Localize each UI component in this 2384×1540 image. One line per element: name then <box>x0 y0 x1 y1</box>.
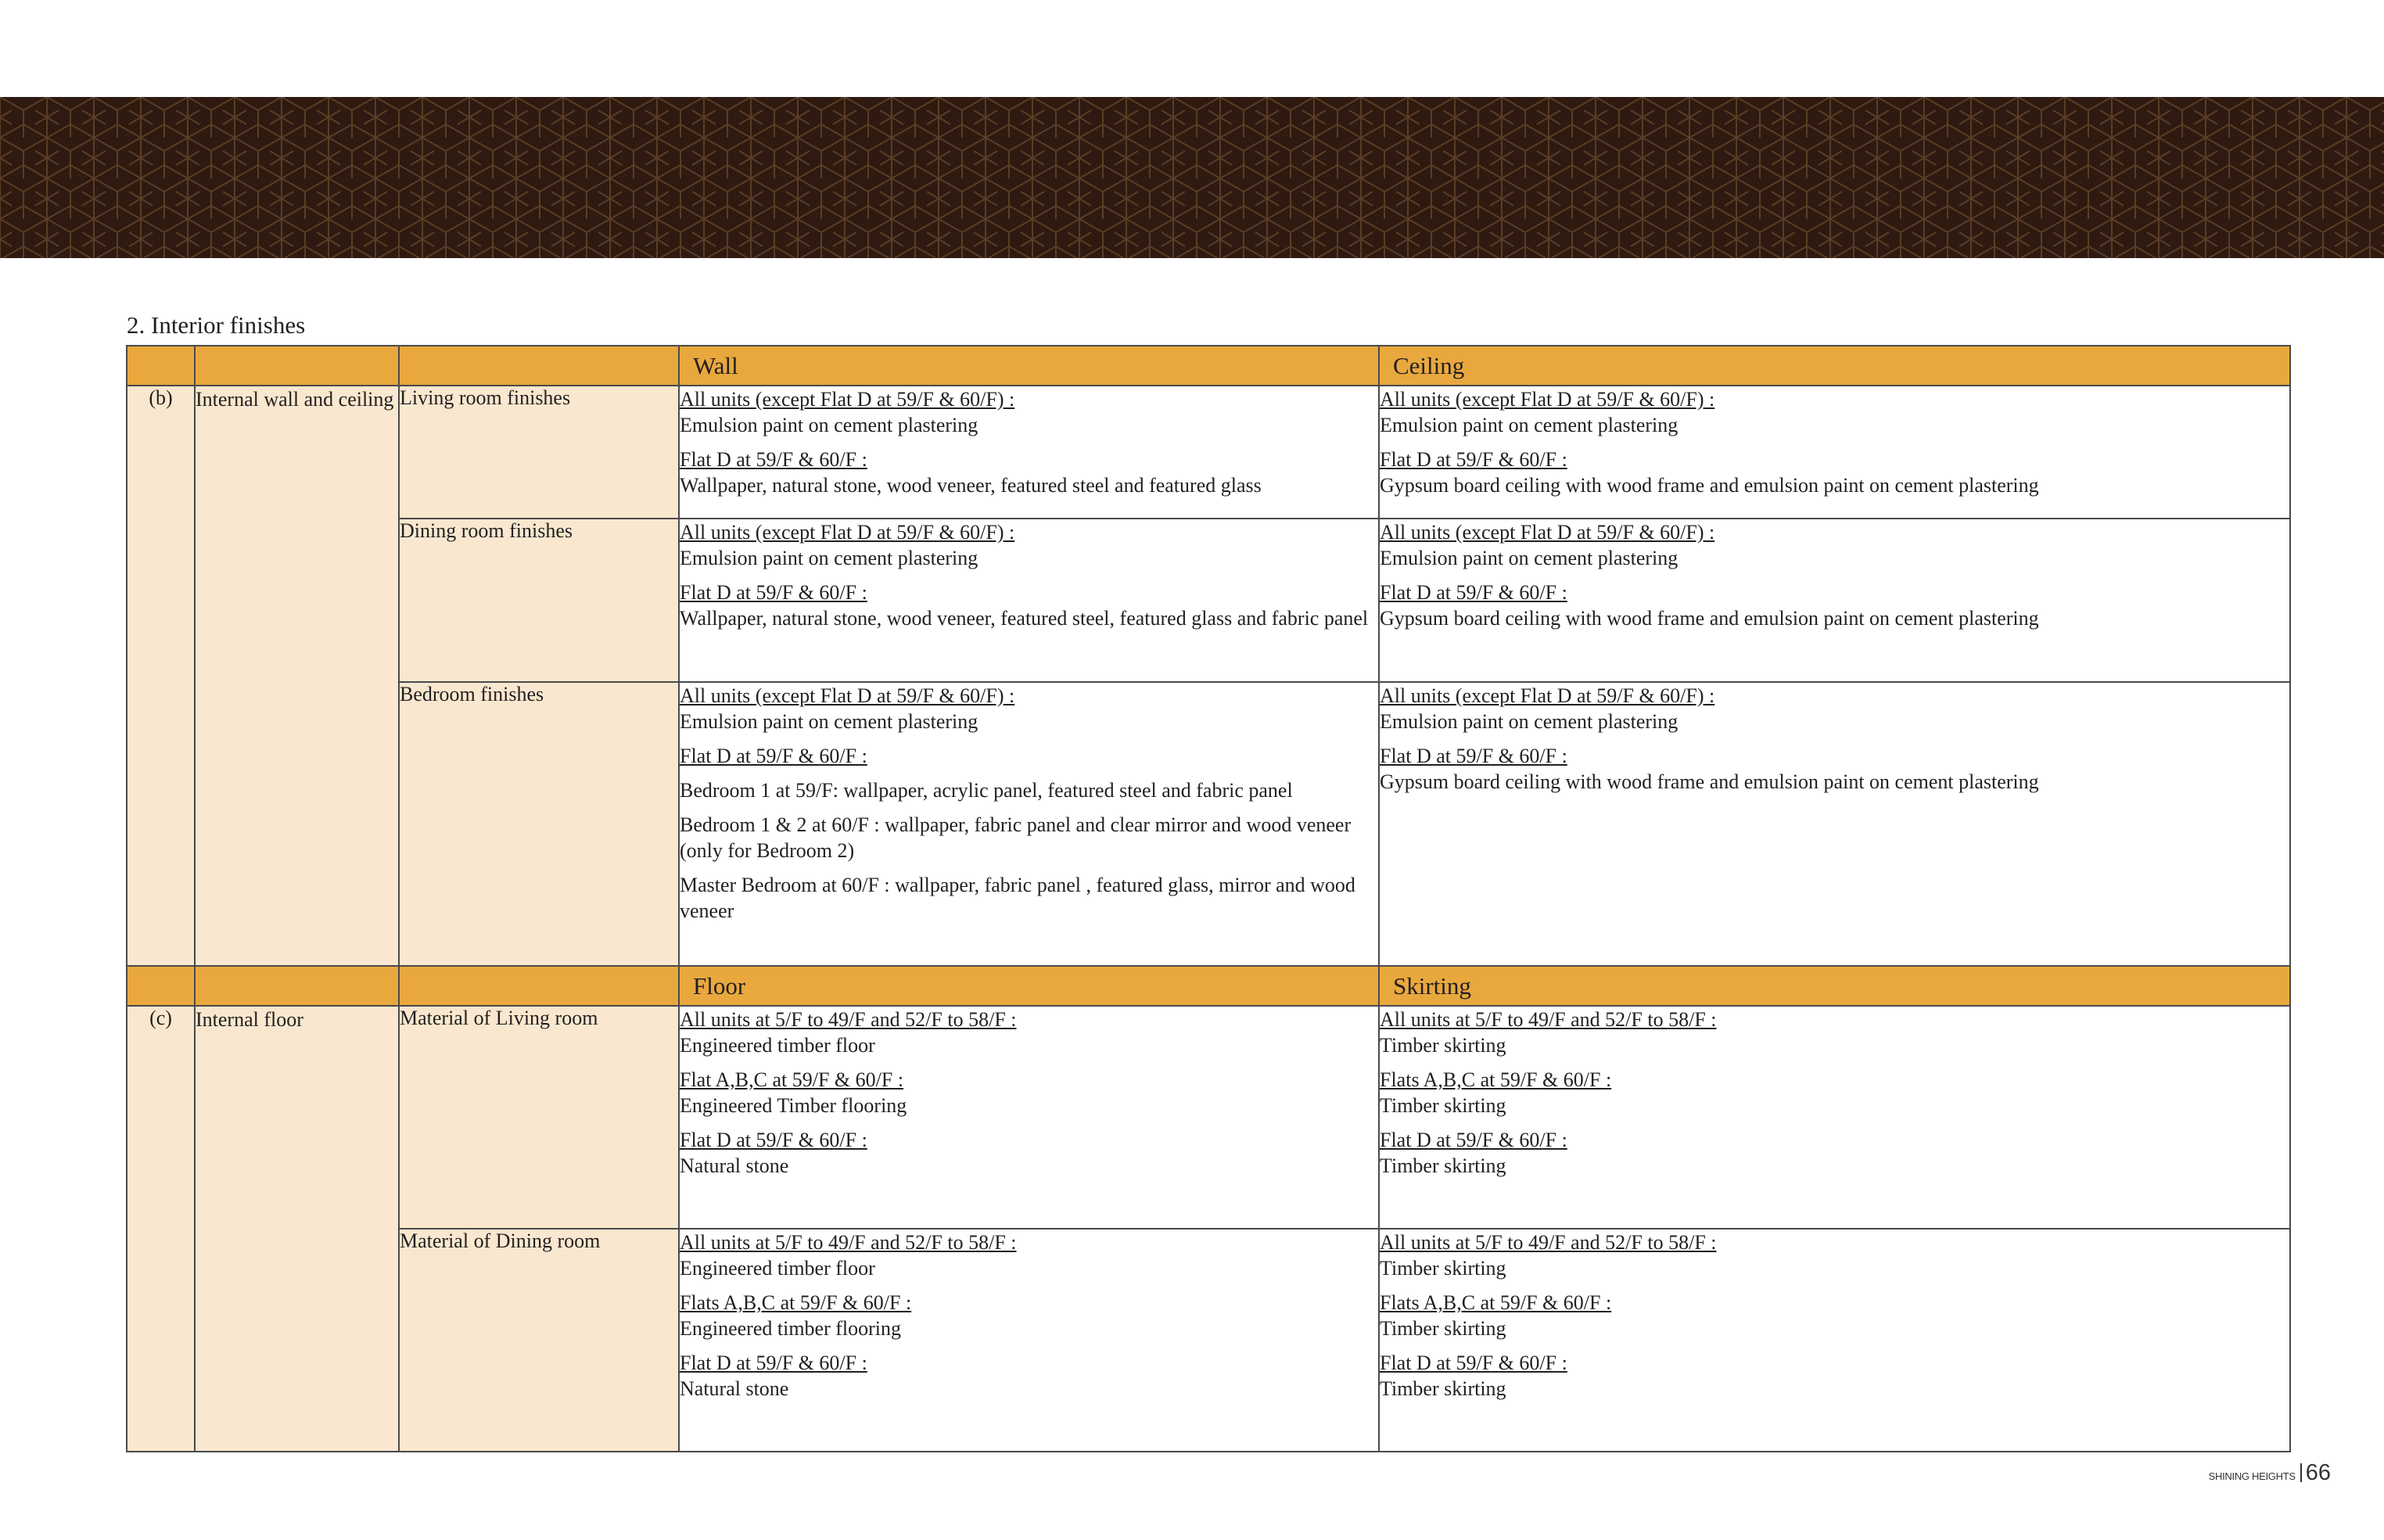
unit-heading: Flat D at 59/F & 60/F : <box>680 1352 867 1374</box>
unit-heading: Flats A,B,C at 59/F & 60/F : <box>1380 1291 1612 1314</box>
finish-text: Gypsum board ceiling with wood frame and emulsion paint on cement plastering <box>1380 770 2039 793</box>
column-header: Wall <box>679 346 1379 386</box>
spec-cell <box>679 386 1379 519</box>
spec-entry <box>680 1229 1378 1281</box>
spec-entry <box>680 386 1378 438</box>
table-row <box>127 1006 2290 1229</box>
spec-cell <box>1379 682 2290 966</box>
column-header: Floor <box>679 966 1379 1006</box>
unit-heading: All units (except Flat D at 59/F & 60/F) : <box>680 521 1015 544</box>
unit-heading: All units at 5/F to 49/F and 52/F to 58/F : <box>1380 1231 1717 1254</box>
finish-text: Timber skirting <box>1380 1034 1506 1057</box>
finish-text: Bedroom 1 & 2 at 60/F : wallpaper, fabric panel and clear mirror and wood veneer (only for Bedroom 2) <box>680 813 1352 862</box>
spec-entry <box>680 1007 1378 1058</box>
header-empty-cell <box>127 966 195 1006</box>
spec-cell <box>1379 386 2290 519</box>
finish-text: Master Bedroom at 60/F : wallpaper, fabric panel , featured glass, mirror and wood veneer <box>680 874 1355 922</box>
spec-entry <box>680 580 1378 631</box>
finish-text: Natural stone <box>680 1154 789 1177</box>
spec-entry <box>680 447 1378 498</box>
spec-entry <box>1380 1290 2289 1341</box>
spec-entry <box>680 812 1378 863</box>
table-row <box>127 386 2290 519</box>
finish-text: Emulsion paint on cement plastering <box>680 547 978 569</box>
spec-entry <box>680 743 1378 769</box>
table-row <box>127 1229 2290 1452</box>
spec-entry <box>680 1290 1378 1341</box>
unit-heading: All units (except Flat D at 59/F & 60/F) : <box>680 388 1015 411</box>
spec-entry <box>680 777 1378 803</box>
table-header-row <box>127 966 2290 1006</box>
spec-entry <box>1380 1067 2289 1118</box>
unit-heading: Flat A,B,C at 59/F & 60/F : <box>680 1068 904 1091</box>
spec-entry <box>1380 1229 2289 1281</box>
decorative-pattern-banner <box>0 97 2384 258</box>
spec-entry <box>1380 519 2289 571</box>
finish-text: Wallpaper, natural stone, wood veneer, featured steel, featured glass and fabric panel <box>680 607 1369 630</box>
section-title: 2. Interior finishes <box>127 311 306 339</box>
header-empty-cell <box>195 966 399 1006</box>
spec-cell <box>679 682 1379 966</box>
spec-entry <box>1380 447 2289 498</box>
row-label: Material of Living room <box>399 1006 679 1229</box>
finish-text: Timber skirting <box>1380 1094 1506 1117</box>
finish-text: Engineered timber flooring <box>680 1317 902 1340</box>
spec-entry <box>680 1067 1378 1118</box>
spec-cell <box>1379 519 2290 682</box>
footer-divider <box>2300 1463 2302 1482</box>
finish-text: Engineered timber floor <box>680 1257 875 1280</box>
finish-text: Bedroom 1 at 59/F: wallpaper, acrylic panel, featured steel and fabric panel <box>680 779 1293 802</box>
spec-cell <box>679 1006 1379 1229</box>
interior-finishes-table <box>126 345 2291 1452</box>
unit-heading: Flat D at 59/F & 60/F : <box>680 448 867 471</box>
unit-heading: All units at 5/F to 49/F and 52/F to 58/F : <box>680 1008 1017 1031</box>
unit-heading: Flat D at 59/F & 60/F : <box>1380 448 1567 471</box>
table-header-row <box>127 346 2290 386</box>
unit-heading: Flat D at 59/F & 60/F : <box>1380 1352 1567 1374</box>
spec-cell <box>1379 1006 2290 1229</box>
finish-text: Gypsum board ceiling with wood frame and emulsion paint on cement plastering <box>1380 474 2039 497</box>
section-code: (b) <box>127 386 195 966</box>
finish-text: Emulsion paint on cement plastering <box>680 710 978 733</box>
footer-brand: SHINING HEIGHTS <box>2208 1470 2296 1482</box>
unit-heading: Flats A,B,C at 59/F & 60/F : <box>680 1291 912 1314</box>
table-row <box>127 682 2290 966</box>
unit-heading: All units (except Flat D at 59/F & 60/F) : <box>1380 684 1715 707</box>
finish-text: Timber skirting <box>1380 1257 1506 1280</box>
unit-heading: All units (except Flat D at 59/F & 60/F) : <box>1380 388 1715 411</box>
spec-entry <box>1380 1350 2289 1402</box>
spec-entry <box>680 519 1378 571</box>
unit-heading: Flat D at 59/F & 60/F : <box>680 745 867 767</box>
header-empty-cell <box>399 346 679 386</box>
finish-text: Emulsion paint on cement plastering <box>680 414 978 436</box>
spec-cell <box>1379 1229 2290 1452</box>
row-label: Living room finishes <box>399 386 679 519</box>
unit-heading: Flat D at 59/F & 60/F : <box>1380 745 1567 767</box>
finish-text: Natural stone <box>680 1377 789 1400</box>
page-footer <box>2209 1460 2331 1486</box>
header-empty-cell <box>399 966 679 1006</box>
spec-entry <box>1380 743 2289 795</box>
spec-cell <box>679 519 1379 682</box>
unit-heading: All units at 5/F to 49/F and 52/F to 58/F : <box>1380 1008 1717 1031</box>
spec-entry <box>680 1350 1378 1402</box>
column-header: Ceiling <box>1379 346 2290 386</box>
spec-entry <box>1380 1127 2289 1179</box>
finish-text: Engineered timber floor <box>680 1034 875 1057</box>
section-area: Internal floor <box>195 1006 399 1452</box>
unit-heading: All units (except Flat D at 59/F & 60/F) : <box>1380 521 1715 544</box>
section-code: (c) <box>127 1006 195 1452</box>
row-label: Dining room finishes <box>399 519 679 682</box>
finish-text: Timber skirting <box>1380 1154 1506 1177</box>
finish-text: Timber skirting <box>1380 1317 1506 1340</box>
finish-text: Engineered Timber flooring <box>680 1094 907 1117</box>
page-number: 66 <box>2305 1460 2331 1485</box>
section-area: Internal wall and ceiling <box>195 386 399 966</box>
spec-entry <box>680 1127 1378 1179</box>
table-row <box>127 519 2290 682</box>
unit-heading: Flat D at 59/F & 60/F : <box>1380 1129 1567 1151</box>
finish-text: Gypsum board ceiling with wood frame and emulsion paint on cement plastering <box>1380 607 2039 630</box>
pattern-graphic <box>0 97 2384 258</box>
finish-text: Timber skirting <box>1380 1377 1506 1400</box>
finish-text: Emulsion paint on cement plastering <box>1380 414 1678 436</box>
finish-text: Emulsion paint on cement plastering <box>1380 710 1678 733</box>
row-label: Bedroom finishes <box>399 682 679 966</box>
header-empty-cell <box>195 346 399 386</box>
unit-heading: Flat D at 59/F & 60/F : <box>680 581 867 604</box>
spec-entry <box>1380 1007 2289 1058</box>
unit-heading: All units (except Flat D at 59/F & 60/F) : <box>680 684 1015 707</box>
finish-text: Wallpaper, natural stone, wood veneer, featured steel and featured glass <box>680 474 1262 497</box>
column-header: Skirting <box>1379 966 2290 1006</box>
unit-heading: All units at 5/F to 49/F and 52/F to 58/F : <box>680 1231 1017 1254</box>
unit-heading: Flats A,B,C at 59/F & 60/F : <box>1380 1068 1612 1091</box>
unit-heading: Flat D at 59/F & 60/F : <box>1380 581 1567 604</box>
spec-entry <box>680 683 1378 734</box>
header-empty-cell <box>127 346 195 386</box>
row-label: Material of Dining room <box>399 1229 679 1452</box>
spec-entry <box>1380 683 2289 734</box>
spec-entry <box>1380 386 2289 438</box>
spec-entry <box>680 872 1378 924</box>
spec-cell <box>679 1229 1379 1452</box>
finish-text: Emulsion paint on cement plastering <box>1380 547 1678 569</box>
unit-heading: Flat D at 59/F & 60/F : <box>680 1129 867 1151</box>
spec-entry <box>1380 580 2289 631</box>
